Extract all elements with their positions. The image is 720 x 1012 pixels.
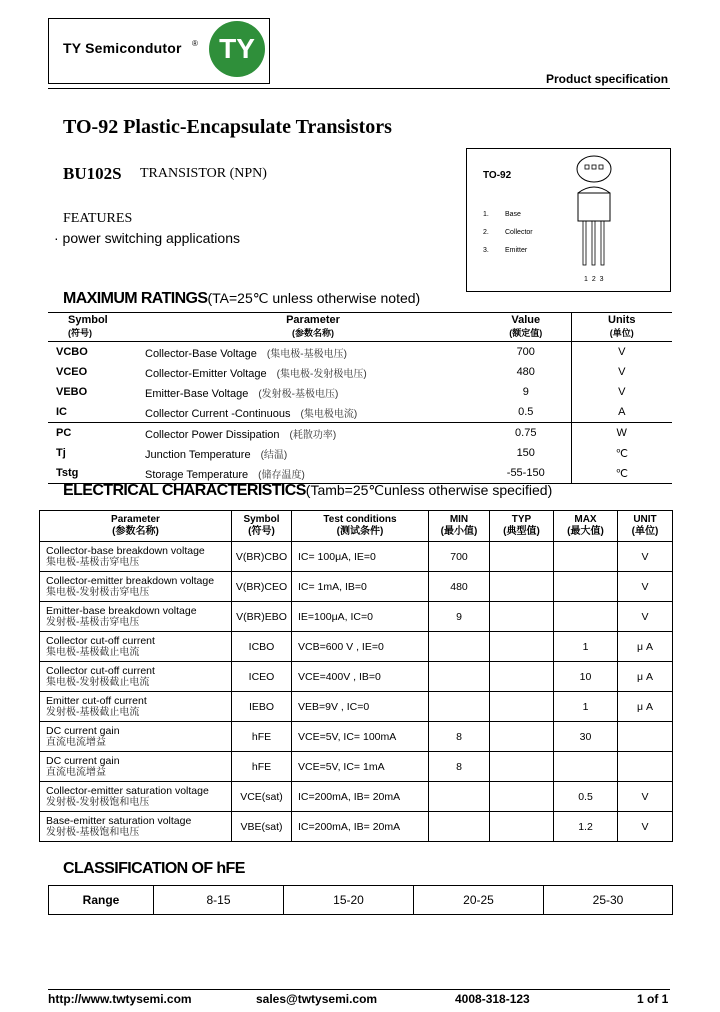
- parameter-text: Collector-base breakdown voltage: [46, 544, 205, 557]
- parameter-zh: (集电极电流): [300, 408, 358, 420]
- header-label: Symbol: [243, 514, 280, 525]
- typ-cell: [490, 782, 554, 812]
- header-label-zh: (符号): [248, 526, 275, 537]
- table-row: [40, 812, 673, 842]
- symbol-cell: V(BR)EBO: [232, 602, 292, 632]
- parameter-text: Collector Power Dissipation: [145, 428, 280, 441]
- parameter-zh: 发射极-基极击穿电压: [46, 616, 140, 628]
- header-min: [429, 511, 490, 542]
- value-cell: -55-150: [481, 463, 571, 484]
- parameter-text: DC current gain: [46, 754, 120, 767]
- parameter-cell: [40, 782, 232, 812]
- value-cell: 0.75: [481, 423, 571, 444]
- value-cell: 9: [481, 382, 571, 402]
- max-cell: 30: [554, 722, 618, 752]
- test-cell: IE=100μA, IC=0: [292, 602, 429, 632]
- header-max: [554, 511, 618, 542]
- parameter-cell: [40, 662, 232, 692]
- unit-cell: V: [618, 542, 673, 572]
- header-label: UNIT: [633, 514, 657, 525]
- parameter-zh: 集电极-发射极击穿电压: [46, 586, 150, 598]
- parameter-cell: [145, 382, 481, 402]
- symbol-cell: V(BR)CBO: [232, 542, 292, 572]
- unit-cell: V: [618, 602, 673, 632]
- typ-cell: [490, 602, 554, 632]
- parameter-zh: 发射极-发射极饱和电压: [46, 796, 150, 808]
- electrical-title: ELECTRICAL CHARACTERISTICS: [63, 482, 306, 499]
- unit-cell: μ A: [618, 692, 673, 722]
- pin-name: Collector: [505, 229, 533, 236]
- symbol-cell: V(BR)CEO: [232, 572, 292, 602]
- symbol-cell: ICEO: [232, 662, 292, 692]
- test-cell: VCE=5V, IC= 100mA: [292, 722, 429, 752]
- header-label-zh: (额定值): [509, 328, 543, 338]
- min-cell: 700: [429, 542, 490, 572]
- unit-cell: V: [618, 782, 673, 812]
- max-ratings-subtitle: (TA=25℃ unless otherwise noted): [207, 290, 421, 306]
- parameter-zh: (集电极-发射极电压): [276, 368, 367, 380]
- table-row: [48, 362, 672, 382]
- footer-email[interactable]: sales@twtysemi.com: [256, 992, 378, 1006]
- parameter-cell: [145, 342, 481, 363]
- min-cell: [429, 662, 490, 692]
- feature-item: · power switching applications: [54, 230, 240, 246]
- header-label: MAX: [574, 514, 597, 525]
- table-row: [48, 342, 672, 363]
- unit-cell: V: [618, 366, 626, 378]
- header-test: [292, 511, 429, 542]
- value-cell: 700: [481, 342, 571, 363]
- header-label: Value: [511, 314, 541, 326]
- part-description: TRANSISTOR (NPN): [140, 166, 267, 181]
- header-label-zh: (参数名称): [112, 526, 159, 537]
- min-cell: 9: [429, 602, 490, 632]
- parameter-text: Emitter-base breakdown voltage: [46, 604, 197, 617]
- parameter-text: Storage Temperature: [145, 468, 249, 481]
- registered-mark: ®: [192, 39, 198, 48]
- parameter-zh: 发射极-基极饱和电压: [46, 826, 140, 838]
- parameter-cell: [40, 812, 232, 842]
- max-cell: [554, 752, 618, 782]
- parameter-zh: (发射极-基极电压): [258, 388, 339, 400]
- header-label-zh: (最小值): [440, 526, 478, 537]
- electrical-subtitle: (Tamb=25℃unless otherwise specified): [305, 482, 553, 498]
- min-cell: 8: [429, 752, 490, 782]
- test-cell: VCB=600 V , IE=0: [292, 632, 429, 662]
- typ-cell: [490, 812, 554, 842]
- header-label: Symbol: [68, 314, 108, 326]
- test-cell: VCE=5V, IC= 1mA: [292, 752, 429, 782]
- parameter-cell: [145, 402, 481, 423]
- table-row: [40, 692, 673, 722]
- unit-cell: [618, 752, 673, 782]
- parameter-cell: [40, 692, 232, 722]
- symbol-cell: VCEO: [56, 366, 88, 378]
- header-units: [571, 313, 672, 342]
- max-cell: 1: [554, 632, 618, 662]
- header-label: Parameter: [286, 314, 340, 326]
- header-parameter: [40, 511, 232, 542]
- max-cell: [554, 542, 618, 572]
- max-cell: [554, 572, 618, 602]
- header-value: [481, 313, 571, 342]
- min-cell: 8: [429, 722, 490, 752]
- header-unit: [618, 511, 673, 542]
- table-row: [40, 782, 673, 812]
- max-cell: [554, 602, 618, 632]
- header-parameter: [145, 313, 481, 342]
- pin-name: Base: [505, 211, 521, 218]
- parameter-zh: 直流电流增益: [46, 736, 106, 748]
- table-row: [40, 722, 673, 752]
- table-row: [48, 463, 672, 484]
- parameter-cell: [40, 722, 232, 752]
- parameter-cell: [145, 443, 481, 463]
- typ-cell: [490, 752, 554, 782]
- test-cell: IC= 1mA, IB=0: [292, 572, 429, 602]
- symbol-cell: Tj: [56, 447, 66, 459]
- pin-number: 3.: [483, 247, 489, 254]
- ty-logo: TY: [209, 21, 265, 77]
- typ-cell: [490, 662, 554, 692]
- company-name: TY Semicondutor: [63, 40, 182, 56]
- header-divider: [48, 88, 670, 89]
- parameter-zh: (耗散功率): [289, 429, 337, 441]
- parameter-cell: [145, 362, 481, 382]
- test-cell: VCE=400V , IB=0: [292, 662, 429, 692]
- parameter-zh: 集电极-基极击穿电压: [46, 556, 140, 568]
- parameter-zh: (结温): [260, 449, 288, 461]
- test-cell: IC= 100μA, IE=0: [292, 542, 429, 572]
- max-ratings-heading: [63, 290, 420, 308]
- test-cell: IC=200mA, IB= 20mA: [292, 812, 429, 842]
- parameter-cell: [145, 463, 481, 484]
- min-cell: 480: [429, 572, 490, 602]
- parameter-text: Emitter-Base Voltage: [145, 387, 249, 400]
- parameter-text: Collector cut-off current: [46, 634, 155, 647]
- parameter-text: Collector-Base Voltage: [145, 347, 257, 360]
- header-symbol: [232, 511, 292, 542]
- footer-phone: 4008-318-123: [455, 992, 530, 1006]
- table-row: [40, 602, 673, 632]
- table-row: [40, 752, 673, 782]
- parameter-cell: [40, 572, 232, 602]
- typ-cell: [490, 632, 554, 662]
- min-cell: [429, 692, 490, 722]
- header-label-zh: (最大值): [567, 526, 604, 537]
- parameter-text: Collector-emitter breakdown voltage: [46, 574, 215, 587]
- min-cell: [429, 632, 490, 662]
- unit-cell: μ A: [618, 662, 673, 692]
- header-label: Parameter: [111, 514, 160, 525]
- value-cell: 150: [481, 443, 571, 463]
- pin-name: Emitter: [505, 247, 528, 254]
- symbol-cell: VEBO: [56, 386, 88, 398]
- parameter-text: Collector-emitter saturation voltage: [46, 784, 209, 797]
- table-row: [48, 402, 672, 423]
- header-label-zh: (典型值): [503, 526, 540, 537]
- pin-number: 2.: [483, 229, 489, 236]
- unit-cell: ℃: [615, 447, 628, 460]
- table-header-row: [48, 313, 672, 342]
- header-label: Units: [608, 314, 636, 326]
- header-label: Test conditions: [323, 514, 397, 525]
- typ-cell: [490, 692, 554, 722]
- max-cell: 0.5: [554, 782, 618, 812]
- electrical-heading: [63, 482, 552, 500]
- document-title: TO-92 Plastic-Encapsulate Transistors: [63, 116, 392, 138]
- symbol-cell: Tstg: [56, 467, 79, 479]
- min-cell: [429, 812, 490, 842]
- classification-table: [48, 885, 673, 915]
- parameter-text: Junction Temperature: [145, 448, 251, 461]
- header-label: MIN: [449, 514, 469, 525]
- parameter-zh: 直流电流增益: [46, 766, 106, 778]
- header-label-zh: (测试条件): [336, 526, 384, 537]
- table-header-row: [40, 511, 673, 542]
- unit-cell: W: [616, 427, 627, 439]
- table-row: [40, 632, 673, 662]
- range-value: 25-30: [544, 886, 673, 915]
- parameter-text: Collector cut-off current: [46, 664, 155, 677]
- pin-numbers: 1 2 3: [584, 276, 605, 283]
- header-symbol: [48, 313, 145, 342]
- parameter-zh: 集电极-基极截止电流: [46, 646, 140, 658]
- unit-cell: V: [618, 572, 673, 602]
- unit-cell: ℃: [615, 467, 628, 480]
- test-cell: VEB=9V , IC=0: [292, 692, 429, 722]
- typ-cell: [490, 572, 554, 602]
- table-row: [40, 542, 673, 572]
- product-spec-label: Product specification: [546, 72, 669, 86]
- parameter-cell: [40, 602, 232, 632]
- electrical-table: [39, 510, 673, 842]
- header-typ: [490, 511, 554, 542]
- range-value: 20-25: [414, 886, 544, 915]
- header-label-zh: (单位): [609, 328, 634, 338]
- test-cell: IC=200mA, IB= 20mA: [292, 782, 429, 812]
- typ-cell: [490, 722, 554, 752]
- symbol-cell: VCE(sat): [232, 782, 292, 812]
- table-row: [48, 423, 672, 444]
- table-row: [48, 443, 672, 463]
- range-value: 15-20: [284, 886, 414, 915]
- header-label: TYP: [511, 514, 532, 525]
- unit-cell: V: [618, 346, 626, 358]
- parameter-text: DC current gain: [46, 724, 120, 737]
- symbol-cell: VBE(sat): [232, 812, 292, 842]
- symbol-cell: hFE: [232, 752, 292, 782]
- parameter-zh: (集电极-基极电压): [266, 348, 347, 360]
- to92-package-drawing: [570, 153, 620, 275]
- footer-website[interactable]: http://www.twtysemi.com: [48, 992, 192, 1006]
- max-ratings-title: MAXIMUM RATINGS: [63, 290, 208, 307]
- header-label-zh: (符号): [68, 328, 92, 338]
- unit-cell: [618, 722, 673, 752]
- unit-cell: V: [618, 386, 626, 398]
- max-cell: 10: [554, 662, 618, 692]
- header-label-zh: (单位): [631, 526, 659, 537]
- parameter-text: Emitter cut-off current: [46, 694, 147, 707]
- parameter-cell: [40, 542, 232, 572]
- max-cell: 1.2: [554, 812, 618, 842]
- range-value: 8-15: [154, 886, 284, 915]
- footer-divider: [48, 989, 670, 990]
- table-row: [49, 886, 673, 915]
- package-name: TO-92: [483, 170, 512, 181]
- value-cell: 0.5: [481, 402, 571, 423]
- unit-cell: V: [618, 812, 673, 842]
- parameter-cell: [145, 423, 481, 444]
- min-cell: [429, 782, 490, 812]
- unit-cell: A: [618, 406, 626, 418]
- max-cell: 1: [554, 692, 618, 722]
- table-row: [40, 572, 673, 602]
- typ-cell: [490, 542, 554, 572]
- unit-cell: μ A: [618, 632, 673, 662]
- classification-heading: CLASSIFICATION OF hFE: [63, 860, 245, 877]
- symbol-cell: hFE: [232, 722, 292, 752]
- range-label: Range: [49, 886, 154, 915]
- features-heading: FEATURES: [63, 211, 133, 226]
- pin-number: 1.: [483, 211, 489, 218]
- parameter-text: Collector-Emitter Voltage: [145, 367, 267, 380]
- table-row: [40, 662, 673, 692]
- table-row: [48, 382, 672, 402]
- value-cell: 480: [481, 362, 571, 382]
- parameter-zh: (储存温度): [258, 469, 305, 481]
- symbol-cell: IEBO: [232, 692, 292, 722]
- symbol-cell: ICBO: [232, 632, 292, 662]
- max-ratings-table: [48, 312, 672, 484]
- parameter-text: Collector Current -Continuous: [145, 407, 291, 420]
- part-number: BU102S: [63, 164, 122, 183]
- parameter-zh: 发射极-基极截止电流: [46, 706, 140, 718]
- header-label-zh: (参数名称): [292, 328, 334, 338]
- footer-page: 1 of 1: [637, 992, 669, 1006]
- parameter-zh: 集电极-发射极截止电流: [46, 676, 150, 688]
- symbol-cell: VCBO: [56, 346, 88, 358]
- parameter-cell: [40, 632, 232, 662]
- symbol-cell: IC: [56, 406, 67, 418]
- parameter-cell: [40, 752, 232, 782]
- symbol-cell: PC: [56, 427, 72, 439]
- parameter-text: Base-emitter saturation voltage: [46, 814, 192, 827]
